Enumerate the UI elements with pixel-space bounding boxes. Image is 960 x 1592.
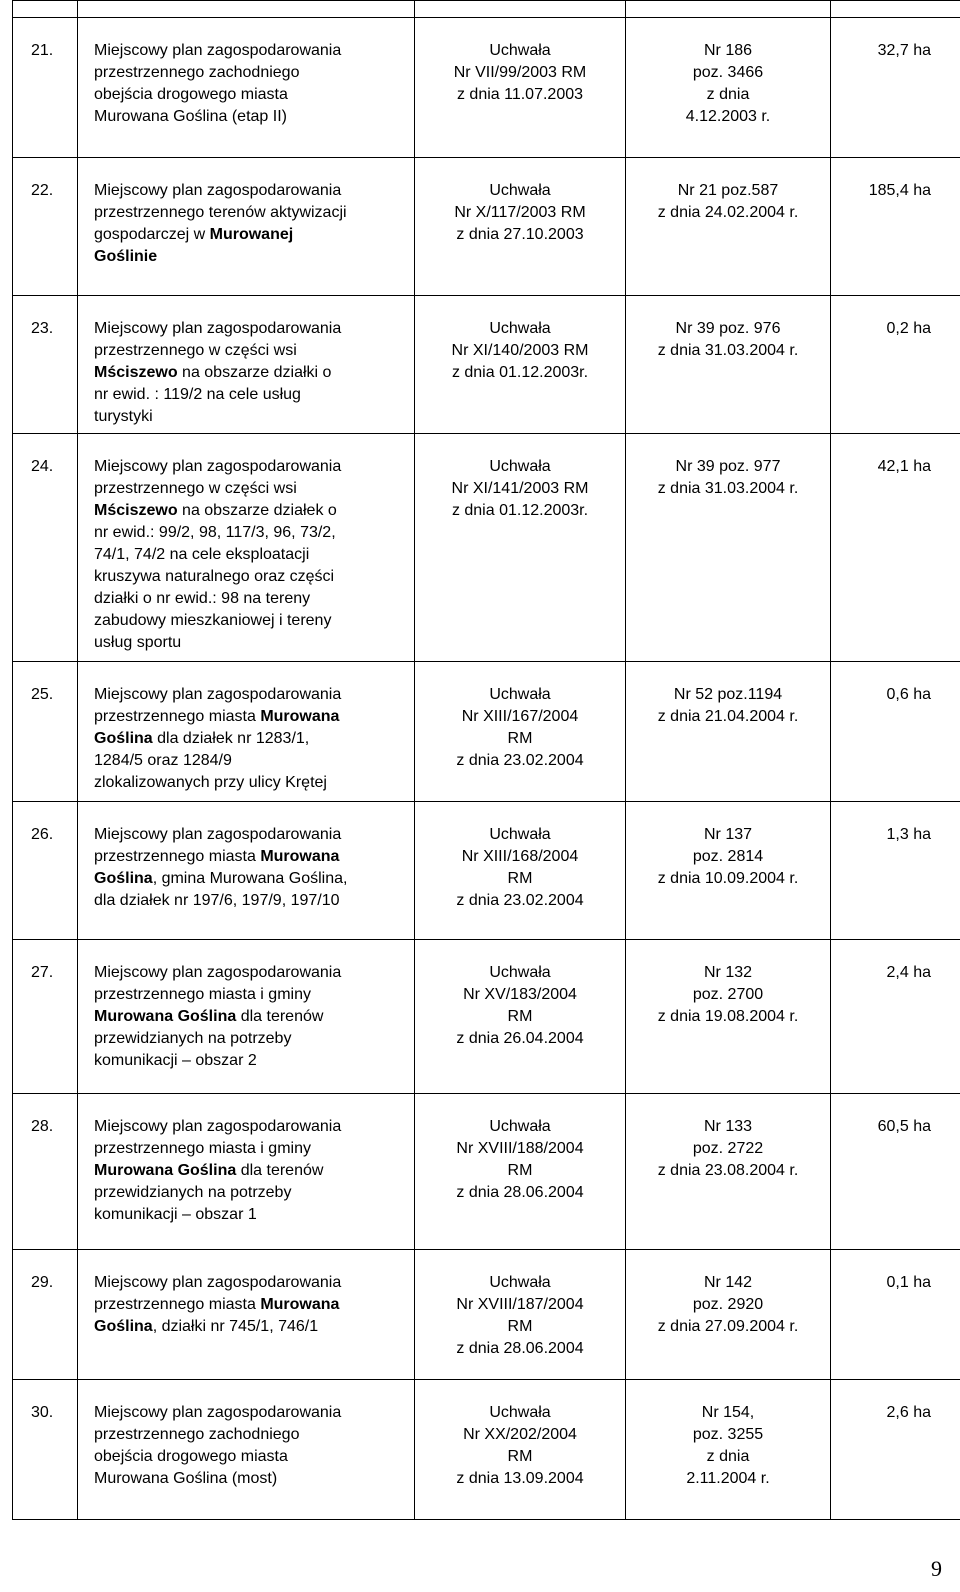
resolution — [415, 1380, 626, 1520]
area: 2,4 ha — [831, 940, 960, 1094]
bold-text: Murowana — [260, 1296, 340, 1313]
publication-line: poz. 3255 — [692, 1426, 764, 1443]
text: przestrzennego w części wsi — [94, 480, 297, 497]
description-line — [94, 40, 410, 62]
text: Murowana Goślina (etap II) — [94, 108, 287, 125]
text: Miejscowy plan zagospodarowania — [94, 182, 342, 199]
publication-line: z dnia 21.04.2004 r. — [657, 708, 799, 725]
resolution-line: Nr XV/183/2004 — [463, 986, 577, 1003]
resolution-line: z dnia 23.02.2004 — [456, 752, 584, 769]
text: nr ewid. : 119/2 na cele usług — [94, 386, 301, 403]
resolution-line: z dnia 26.04.2004 — [456, 1030, 584, 1047]
description-line — [94, 588, 410, 610]
description-line — [94, 1006, 410, 1028]
text: kruszywa naturalnego oraz części — [94, 568, 335, 585]
resolution-line: RM — [507, 1008, 533, 1025]
area: 2,6 ha — [831, 1380, 960, 1520]
publication — [626, 18, 831, 158]
description-line — [94, 1182, 410, 1204]
description-line — [94, 632, 410, 654]
text: Miejscowy plan zagospodarowania — [94, 1118, 342, 1135]
table-row — [13, 1380, 960, 1520]
text: 1284/5 oraz 1284/9 — [94, 752, 232, 769]
resolution-line: z dnia 01.12.2003r. — [451, 502, 589, 519]
description-line — [94, 1424, 410, 1446]
row-number: 27. — [13, 940, 78, 1094]
publication — [626, 296, 831, 434]
description-line — [94, 984, 410, 1006]
cell — [415, 1, 626, 18]
cell — [78, 1, 415, 18]
text: Miejscowy plan zagospodarowania — [94, 964, 342, 981]
description-line — [94, 1294, 410, 1316]
text: Miejscowy plan zagospodarowania — [94, 826, 342, 843]
description-line — [94, 1272, 410, 1294]
text: przestrzennego miasta — [94, 848, 261, 865]
resolution-line: Uchwała — [489, 964, 551, 981]
description-line — [94, 456, 410, 478]
resolution-line: Uchwała — [489, 1404, 551, 1421]
row-number: 22. — [13, 158, 78, 296]
publication-line: z dnia 24.02.2004 r. — [657, 204, 799, 221]
resolution — [415, 802, 626, 940]
row-number: 23. — [13, 296, 78, 434]
resolution-line: RM — [507, 1448, 533, 1465]
row-number: 28. — [13, 1094, 78, 1250]
text: przestrzennego miasta i gminy — [94, 1140, 311, 1157]
text: obejścia drogowego miasta — [94, 1448, 288, 1465]
table-row — [13, 434, 960, 662]
text: dla terenów — [236, 1162, 324, 1179]
description-line — [94, 890, 410, 912]
plan-description — [78, 434, 415, 662]
description-line — [94, 406, 410, 428]
publication-line: z dnia 27.09.2004 r. — [657, 1318, 799, 1335]
publication-line: z dnia 10.09.2004 r. — [657, 870, 799, 887]
bold-text: Goślina — [94, 1318, 153, 1335]
publication-line: Nr 142 — [703, 1274, 753, 1291]
description-line — [94, 868, 410, 890]
publication-line: 2.11.2004 r. — [686, 1470, 770, 1487]
publication-line: Nr 186 — [703, 42, 753, 59]
text: komunikacji – obszar 2 — [94, 1052, 257, 1069]
description-line — [94, 478, 410, 500]
bold-text: Murowana — [260, 708, 340, 725]
text: Miejscowy plan zagospodarowania — [94, 1274, 342, 1291]
description-line — [94, 384, 410, 406]
text: gospodarczej w — [94, 226, 210, 243]
bold-text: Goślina — [94, 730, 153, 747]
resolution — [415, 940, 626, 1094]
resolution-line: Nr XIII/168/2004 — [461, 848, 579, 865]
row-number: 29. — [13, 1250, 78, 1380]
publication-line: Nr 21 poz.587 — [677, 182, 779, 199]
row-number: 24. — [13, 434, 78, 662]
resolution — [415, 434, 626, 662]
plan-description — [78, 662, 415, 802]
plan-description — [78, 18, 415, 158]
description-line — [94, 84, 410, 106]
table-top-row — [13, 1, 960, 18]
description-line — [94, 224, 410, 246]
resolution-line: z dnia 13.09.2004 — [456, 1470, 584, 1487]
description-line — [94, 962, 410, 984]
resolution-line: Nr XI/141/2003 RM — [451, 480, 589, 497]
text: zabudowy mieszkaniowej i tereny — [94, 612, 332, 629]
text: dla działek nr 1283/1, — [152, 730, 310, 747]
plan-description — [78, 158, 415, 296]
resolution — [415, 296, 626, 434]
publication-line: z dnia — [706, 86, 750, 103]
text: usług sportu — [94, 634, 182, 651]
area: 60,5 ha — [831, 1094, 960, 1250]
resolution — [415, 1094, 626, 1250]
description-line — [94, 824, 410, 846]
resolution-line: RM — [507, 1318, 533, 1335]
text: Miejscowy plan zagospodarowania — [94, 458, 342, 475]
resolution-line: RM — [507, 870, 533, 887]
description-line — [94, 106, 410, 128]
resolution-line: z dnia 01.12.2003r. — [451, 364, 589, 381]
area: 0,2 ha — [831, 296, 960, 434]
text: , działki nr 745/1, 746/1 — [152, 1318, 319, 1335]
resolution-line: z dnia 28.06.2004 — [456, 1184, 584, 1201]
resolution-line: RM — [507, 1162, 533, 1179]
text: nr ewid.: 99/2, 98, 117/3, 96, 73/2, — [94, 524, 336, 541]
plan-description — [78, 1094, 415, 1250]
plan-description — [78, 1380, 415, 1520]
resolution-line: Nr XIII/167/2004 — [461, 708, 579, 725]
publication-line: Nr 39 poz. 976 — [675, 320, 781, 337]
resolution-line: Uchwała — [489, 42, 551, 59]
description-line — [94, 610, 410, 632]
description-line — [94, 772, 410, 794]
text: na obszarze działek o — [177, 502, 337, 519]
description-line — [94, 1116, 410, 1138]
description-line — [94, 202, 410, 224]
publication-line: Nr 137 — [703, 826, 753, 843]
text: Murowana Goślina (most) — [94, 1470, 278, 1487]
bold-text: Murowana Goślina — [94, 1008, 237, 1025]
table-row — [13, 802, 960, 940]
publication — [626, 158, 831, 296]
publication-line: 4.12.2003 r. — [685, 108, 771, 125]
description-line — [94, 246, 410, 268]
plan-description — [78, 1250, 415, 1380]
publication-line: Nr 132 — [703, 964, 753, 981]
description-line — [94, 566, 410, 588]
bold-text: Goślinie — [94, 248, 158, 265]
description-line — [94, 1050, 410, 1072]
plan-description — [78, 940, 415, 1094]
text: dla terenów — [236, 1008, 324, 1025]
plan-description — [78, 802, 415, 940]
table-row — [13, 296, 960, 434]
resolution-line: Uchwała — [489, 320, 551, 337]
description-line — [94, 1028, 410, 1050]
text: przestrzennego terenów aktywizacji — [94, 204, 347, 221]
text: działki o nr ewid.: 98 na tereny — [94, 590, 311, 607]
area: 185,4 ha — [831, 158, 960, 296]
resolution-line: Nr XX/202/2004 — [463, 1426, 577, 1443]
resolution-line: Uchwała — [489, 1274, 551, 1291]
publication-line: z dnia 31.03.2004 r. — [657, 342, 799, 359]
description-line — [94, 318, 410, 340]
area: 1,3 ha — [831, 802, 960, 940]
description-line — [94, 62, 410, 84]
publication-line: poz. 2700 — [692, 986, 764, 1003]
resolution — [415, 18, 626, 158]
text: obejścia drogowego miasta — [94, 86, 288, 103]
publication-line: z dnia 23.08.2004 r. — [657, 1162, 799, 1179]
description-line — [94, 340, 410, 362]
resolution-line: Nr XVIII/187/2004 — [456, 1296, 584, 1313]
text: przestrzennego miasta — [94, 708, 261, 725]
description-line — [94, 706, 410, 728]
description-line — [94, 362, 410, 384]
publication-line: Nr 52 poz.1194 — [673, 686, 783, 703]
area: 0,6 ha — [831, 662, 960, 802]
description-line — [94, 180, 410, 202]
bold-text: Goślina — [94, 870, 153, 887]
publication-line: z dnia — [706, 1448, 750, 1465]
publication-line: Nr 133 — [703, 1118, 753, 1135]
publication-line: poz. 3466 — [692, 64, 764, 81]
page-number: 9 — [931, 1556, 942, 1581]
row-number: 26. — [13, 802, 78, 940]
text: przestrzennego zachodniego — [94, 1426, 300, 1443]
publication — [626, 662, 831, 802]
description-line — [94, 846, 410, 868]
bold-text: Murowanej — [209, 226, 294, 243]
table-row — [13, 1094, 960, 1250]
text: Miejscowy plan zagospodarowania — [94, 42, 342, 59]
text: komunikacji – obszar 1 — [94, 1206, 257, 1223]
table-row — [13, 940, 960, 1094]
publication-line: Nr 39 poz. 977 — [675, 458, 781, 475]
area: 0,1 ha — [831, 1250, 960, 1380]
table-row — [13, 1250, 960, 1380]
resolution-line: Uchwała — [489, 458, 551, 475]
text: przestrzennego miasta — [94, 1296, 261, 1313]
description-line — [94, 544, 410, 566]
text: Miejscowy plan zagospodarowania — [94, 320, 342, 337]
bold-text: Murowana — [260, 848, 340, 865]
publication-line: poz. 2814 — [692, 848, 764, 865]
publication — [626, 940, 831, 1094]
text: przewidzianych na potrzeby — [94, 1030, 292, 1047]
resolution-line: Nr XI/140/2003 RM — [451, 342, 589, 359]
resolution-line: Nr VII/99/2003 RM — [453, 64, 587, 81]
text: zlokalizowanych przy ulicy Krętej — [94, 774, 327, 791]
text: przewidzianych na potrzeby — [94, 1184, 292, 1201]
description-line — [94, 1160, 410, 1182]
text: przestrzennego miasta i gminy — [94, 986, 311, 1003]
resolution-line: RM — [507, 730, 533, 747]
cell — [626, 1, 831, 18]
description-line — [94, 1204, 410, 1226]
publication — [626, 802, 831, 940]
resolution-line: z dnia 27.10.2003 — [456, 226, 584, 243]
resolution — [415, 158, 626, 296]
cell — [831, 1, 960, 18]
publication-line: z dnia 19.08.2004 r. — [657, 1008, 799, 1025]
publication — [626, 1094, 831, 1250]
area: 42,1 ha — [831, 434, 960, 662]
plan-description — [78, 296, 415, 434]
row-number: 30. — [13, 1380, 78, 1520]
text: Miejscowy plan zagospodarowania — [94, 1404, 342, 1421]
resolution-line: Nr XVIII/188/2004 — [456, 1140, 584, 1157]
row-number: 25. — [13, 662, 78, 802]
resolution-line: Uchwała — [489, 686, 551, 703]
text: przestrzennego w części wsi — [94, 342, 297, 359]
publication-line: z dnia 31.03.2004 r. — [657, 480, 799, 497]
resolution-line: Uchwała — [489, 826, 551, 843]
resolution-line: Nr X/117/2003 RM — [454, 204, 586, 221]
publication — [626, 1380, 831, 1520]
text: przestrzennego zachodniego — [94, 64, 300, 81]
description-line — [94, 1468, 410, 1490]
publication-line: poz. 2722 — [692, 1140, 764, 1157]
description-line — [94, 1138, 410, 1160]
resolution — [415, 662, 626, 802]
text: Miejscowy plan zagospodarowania — [94, 686, 342, 703]
resolution-line: Uchwała — [489, 1118, 551, 1135]
bold-text: Murowana Goślina — [94, 1162, 237, 1179]
table-row — [13, 662, 960, 802]
table-row — [13, 158, 960, 296]
text: , gmina Murowana Goślina, — [152, 870, 348, 887]
text: dla działek nr 197/6, 197/9, 197/10 — [94, 892, 340, 909]
row-number: 21. — [13, 18, 78, 158]
plans-table — [12, 0, 960, 1520]
resolution-line: Uchwała — [489, 182, 551, 199]
description-line — [94, 1316, 410, 1338]
publication — [626, 1250, 831, 1380]
text: na obszarze działki o — [177, 364, 332, 381]
text: 74/1, 74/2 na cele eksploatacji — [94, 546, 310, 563]
area: 32,7 ha — [831, 18, 960, 158]
cell — [13, 1, 78, 18]
publication-line: Nr 154, — [701, 1404, 755, 1421]
resolution-line: z dnia 28.06.2004 — [456, 1340, 584, 1357]
bold-text: Mściszewo — [94, 502, 178, 519]
resolution-line: z dnia 23.02.2004 — [456, 892, 584, 909]
publication-line: poz. 2920 — [692, 1296, 764, 1313]
description-line — [94, 500, 410, 522]
bold-text: Mściszewo — [94, 364, 178, 381]
description-line — [94, 522, 410, 544]
resolution — [415, 1250, 626, 1380]
publication — [626, 434, 831, 662]
description-line — [94, 1402, 410, 1424]
description-line — [94, 750, 410, 772]
description-line — [94, 684, 410, 706]
description-line — [94, 728, 410, 750]
description-line — [94, 1446, 410, 1468]
table-row — [13, 18, 960, 158]
plans-table-body — [13, 1, 960, 1520]
resolution-line: z dnia 11.07.2003 — [456, 86, 584, 103]
text: turystyki — [94, 408, 153, 425]
